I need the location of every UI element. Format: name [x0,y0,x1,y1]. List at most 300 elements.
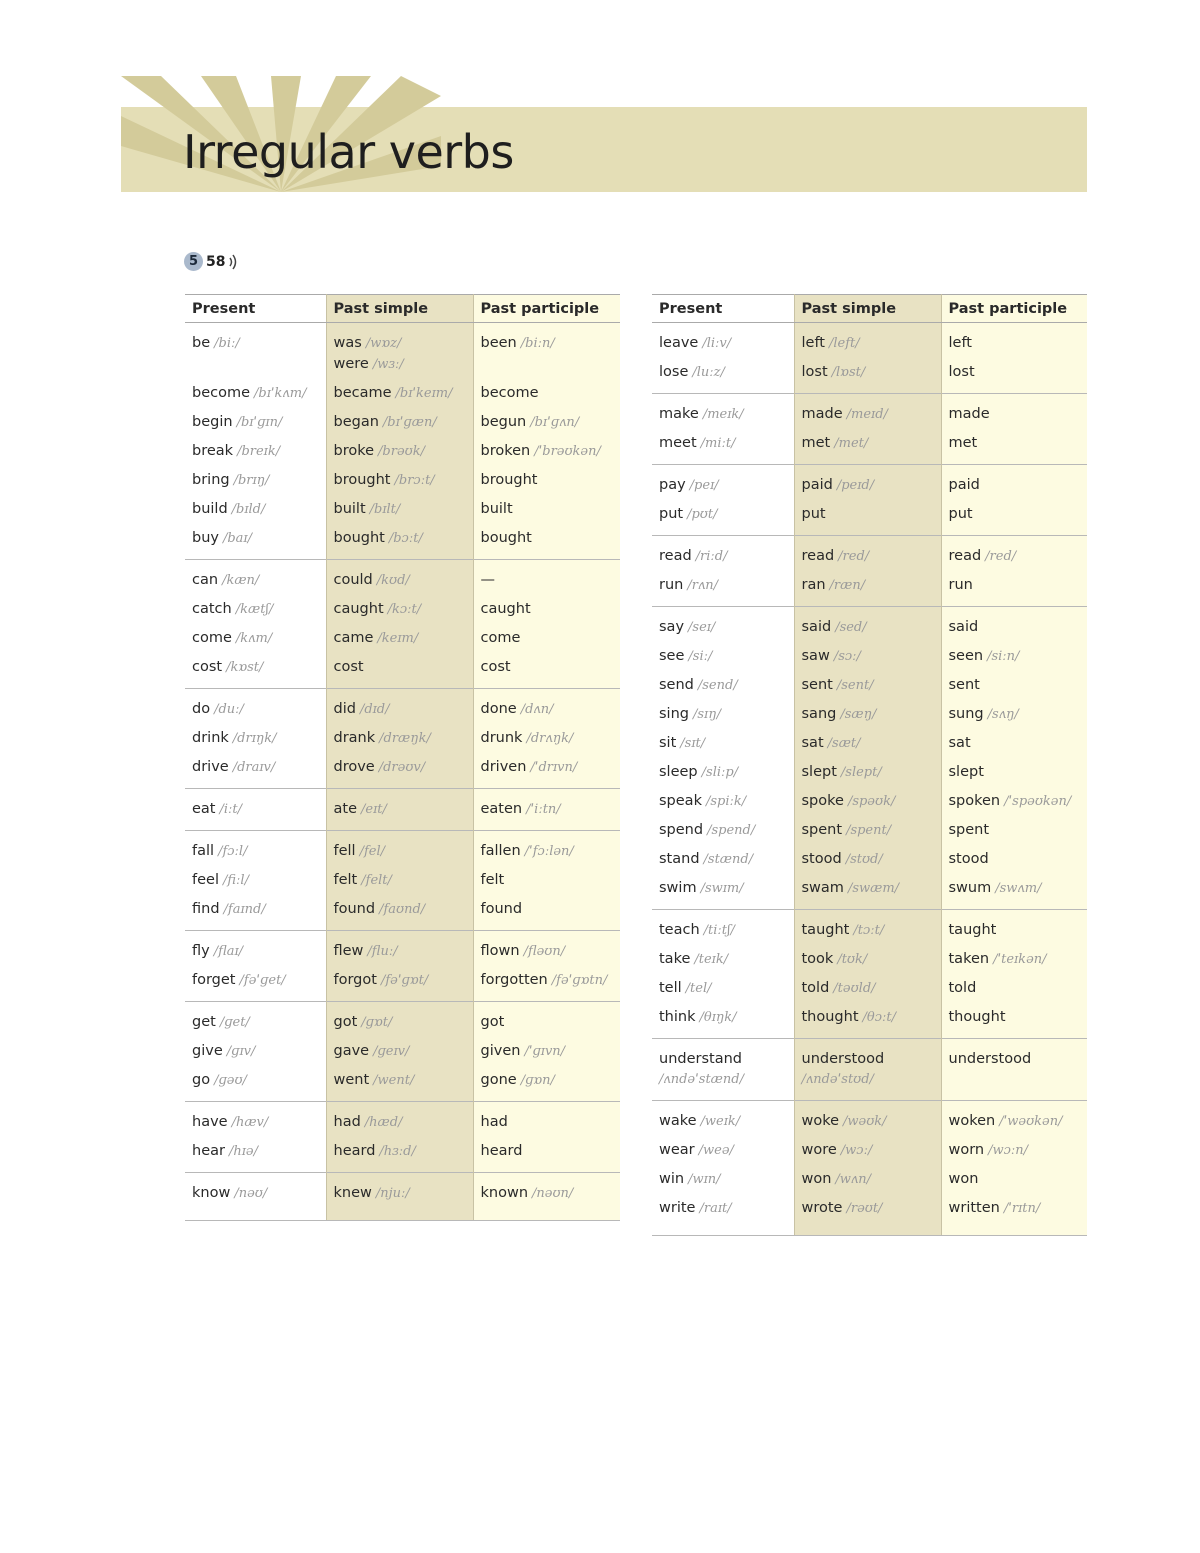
present-cell [185,895,326,931]
verb-form: ran [801,577,826,593]
verb-form: woke [801,1113,840,1129]
present-cell [185,524,326,560]
phonetic-transcription: /lɒst/ [831,365,866,380]
table-bottom-cell [185,1214,326,1221]
phonetic-transcription: /biːn/ [520,336,555,351]
past-simple-cell [794,642,941,671]
verb-form: taught [801,922,850,938]
past-participle-cell [941,758,1087,787]
phonetic-transcription: /ɡɪv/ [226,1044,256,1059]
phonetic-transcription: /duː/ [214,702,244,717]
phonetic-transcription: /ʌndəˈstʊd/ [801,1072,874,1087]
verb-form: built [333,501,366,517]
cd-number-badge: 5 [184,252,203,271]
present-cell [185,1002,326,1038]
present-cell [185,408,326,437]
verb-form: been [480,335,517,351]
verb-form: felt [480,872,505,888]
past-participle-cell [941,429,1087,465]
present-cell [185,753,326,789]
past-participle-cell [473,1002,620,1038]
phonetic-transcription: /wɪn/ [688,1172,721,1187]
phonetic-transcription: /təʊld/ [833,981,876,996]
verb-form: break [192,443,234,459]
phonetic-transcription: /fiːl/ [222,873,249,888]
verb-form: build [192,501,228,517]
past-simple-cell [326,789,473,831]
phonetic-transcription: /brɔːt/ [394,473,435,488]
past-participle-cell [473,866,620,895]
past-simple-cell [794,874,941,910]
verb-form: know [192,1185,231,1201]
verb-form: left [948,335,972,351]
verb-row [652,974,1087,1003]
past-simple-cell [326,595,473,624]
phonetic-transcription: /kʌm/ [235,631,273,646]
phonetic-transcription: /tɔːt/ [853,923,885,938]
phonetic-transcription: /sæŋ/ [840,707,877,722]
verb-form: left [801,335,825,351]
phonetic-transcription: /stænd/ [703,852,754,867]
present-cell [652,1003,794,1039]
past-simple-cell [794,465,941,501]
verb-form: sat [801,735,824,751]
verb-form: gone [480,1072,517,1088]
phonetic-transcription: /peɪd/ [836,478,875,493]
verb-row [185,1037,620,1066]
past-simple-cell [794,729,941,758]
verb-form: had [333,1114,361,1130]
past-simple-cell [794,323,941,359]
phonetic-transcription: /breɪk/ [237,444,281,459]
verb-form: become [192,385,251,401]
verb-form: said [801,619,832,635]
page-title: Irregular verbs [183,125,514,179]
verb-row [652,671,1087,700]
present-cell [185,495,326,524]
past-participle-cell [941,729,1087,758]
verb-form: came [333,630,374,646]
verb-form: worn [948,1142,985,1158]
verb-form: could [333,572,373,588]
verb-form: can [192,572,219,588]
verb-row [185,931,620,967]
phonetic-transcription: /slept/ [840,765,882,780]
irregular-verbs-table-right [652,294,1087,1236]
verb-row [185,966,620,1002]
verb-form: broke [333,443,375,459]
verb-form: give [192,1043,223,1059]
verb-form: caught [333,601,384,617]
present-cell [652,787,794,816]
phonetic-transcription: /meɪd/ [846,407,888,422]
past-participle-cell [941,816,1087,845]
past-participle-cell [473,323,620,380]
past-simple-cell [326,689,473,725]
table-bottom-cell [473,1214,620,1221]
past-simple-cell [794,816,941,845]
verb-form: see [659,648,685,664]
verb-row [652,1101,1087,1137]
present-cell [185,1037,326,1066]
verb-form: sing [659,706,689,722]
past-simple-cell [794,758,941,787]
present-cell [185,560,326,596]
verb-row [185,689,620,725]
verb-row [185,379,620,408]
phonetic-transcription: /θɪŋk/ [699,1010,737,1025]
past-simple-cell [794,500,941,536]
past-simple-cell [326,1037,473,1066]
verb-form: slept [948,764,984,780]
past-simple-cell [794,1165,941,1194]
verb-form: sent [801,677,833,693]
phonetic-transcription: /siːn/ [987,649,1020,664]
past-simple-cell [326,466,473,495]
verb-form: understood [801,1051,885,1067]
phonetic-transcription: /fɔːl/ [218,844,248,859]
audio-wave-icon [228,253,240,271]
phonetic-transcription: /pʊt/ [687,507,718,522]
verb-form: come [480,630,521,646]
past-participle-cell [473,1173,620,1215]
past-participle-cell [941,323,1087,359]
verb-form: read [948,548,982,564]
verb-form: went [333,1072,370,1088]
past-participle-cell [941,1165,1087,1194]
phonetic-transcription: /ˈteɪkən/ [993,952,1047,967]
phonetic-transcription: /weə/ [698,1143,734,1158]
present-cell [652,571,794,607]
past-participle-cell [941,1194,1087,1229]
table-bottom-rule [185,1214,620,1221]
verb-row [185,524,620,560]
phonetic-transcription: /sʌŋ/ [987,707,1019,722]
past-participle-cell [941,465,1087,501]
verb-form: stood [948,851,989,867]
verb-form: come [192,630,232,646]
verb-form: go [192,1072,211,1088]
verb-form: sung [948,706,984,722]
present-cell [185,1173,326,1215]
phonetic-transcription: /bɪˈɡʌn/ [530,415,580,430]
present-cell [652,1165,794,1194]
past-participle-cell [473,495,620,524]
audio-track-marker[interactable] [184,252,240,271]
verb-row [652,910,1087,946]
past-participle-cell [473,408,620,437]
verb-form: feel [192,872,219,888]
phonetic-transcription: /bɪlt/ [369,502,401,517]
verb-row [652,607,1087,643]
verb-form: bought [480,530,532,546]
verb-form: slept [801,764,837,780]
verb-form: eat [192,801,216,817]
phonetic-transcription: /draɪv/ [232,760,276,775]
verb-form: understood [948,1051,1032,1067]
phonetic-transcription: /ɡəʊ/ [214,1073,247,1088]
verb-form: made [948,406,990,422]
phonetic-transcription: /red/ [985,549,1017,564]
present-cell [652,1136,794,1165]
phonetic-transcription: /sɔː/ [833,649,861,664]
verb-row [185,495,620,524]
verb-form: eaten [480,801,523,817]
present-cell [652,974,794,1003]
verb-row [185,653,620,689]
past-simple-cell [326,408,473,437]
past-participle-cell [473,653,620,689]
verb-form: drive [192,759,229,775]
phonetic-transcription: /hɜːd/ [379,1144,416,1159]
verb-form: swim [659,880,697,896]
phonetic-transcription: /left/ [829,336,860,351]
present-cell [652,671,794,700]
verb-form: gave [333,1043,370,1059]
phonetic-transcription: /kæn/ [222,573,260,588]
present-cell [652,816,794,845]
verb-form: brought [480,472,538,488]
phonetic-transcription: /θɔːt/ [862,1010,897,1025]
verb-form: think [659,1009,696,1025]
verb-row [185,1173,620,1215]
verb-form: speak [659,793,702,809]
past-simple-cell [326,379,473,408]
verb-form: lost [801,364,828,380]
verb-form: read [801,548,835,564]
phonetic-transcription: /bɪˈkeɪm/ [395,386,453,401]
present-cell [652,874,794,910]
verb-row [652,358,1087,394]
verb-form: had [480,1114,508,1130]
past-simple-cell [326,831,473,867]
verb-form: tell [659,980,682,996]
phonetic-transcription: /dɪd/ [359,702,390,717]
verb-form: written [948,1200,1000,1216]
verb-form: spoken [948,793,1001,809]
verb-row [185,437,620,466]
past-simple-cell [794,536,941,572]
verb-form: cost [333,659,364,675]
phonetic-transcription: /biː/ [214,336,240,351]
phonetic-transcription: /met/ [834,436,869,451]
verb-form: paid [801,477,833,493]
past-simple-cell [326,931,473,967]
phonetic-transcription: /felt/ [361,873,392,888]
phonetic-transcription: /dræŋk/ [379,731,431,746]
phonetic-transcription: /kɔːt/ [387,602,422,617]
present-cell [185,1066,326,1102]
past-participle-cell [473,624,620,653]
verb-form: broken [480,443,531,459]
present-cell [185,966,326,1002]
verb-row [185,595,620,624]
past-simple-cell [326,524,473,560]
past-participle-cell [941,571,1087,607]
phonetic-transcription: /ˈwəʊkən/ [999,1114,1063,1129]
phonetic-transcription: /ˈiːtn/ [526,802,561,817]
verb-form: catch [192,601,232,617]
phonetic-transcription: /brəʊk/ [378,444,425,459]
present-cell [652,642,794,671]
verb-form: taken [948,951,990,967]
past-simple-cell [794,607,941,643]
past-simple-cell [326,866,473,895]
phonetic-transcription: /send/ [697,678,738,693]
verb-row [185,866,620,895]
past-simple-cell [794,1136,941,1165]
phonetic-transcription: /sliːp/ [701,765,739,780]
verb-form: told [948,980,977,996]
verb-form: cost [192,659,223,675]
present-cell [652,700,794,729]
phonetic-transcription: /bɪˈɡɪn/ [236,415,283,430]
verb-form: did [333,701,356,717]
verb-form: put [801,506,826,522]
verb-form: stood [801,851,842,867]
phonetic-transcription: /teɪk/ [694,952,729,967]
verb-form: fall [192,843,215,859]
verb-form: have [192,1114,228,1130]
phonetic-transcription: /ɡɒn/ [520,1073,555,1088]
present-cell [185,323,326,380]
past-participle-cell [941,607,1087,643]
verb-form: got [333,1014,358,1030]
verb-row [652,500,1087,536]
verb-form: hear [192,1143,225,1159]
past-participle-cell [941,700,1087,729]
verb-row [652,394,1087,430]
present-cell [185,653,326,689]
header-present: Present [185,295,326,323]
present-cell [185,466,326,495]
verb-form: found [480,901,523,917]
verb-form: spent [948,822,990,838]
phonetic-transcription: /tʊk/ [837,952,868,967]
phonetic-transcription: /bɪˈɡæn/ [382,415,437,430]
past-simple-cell [794,945,941,974]
verb-row [652,571,1087,607]
verb-form: wrote [801,1200,843,1216]
past-participle-cell [473,560,620,596]
verb-row [185,624,620,653]
verb-row [652,816,1087,845]
verb-form: felt [333,872,358,888]
verb-row [185,560,620,596]
phonetic-transcription: /hɪə/ [228,1144,258,1159]
phonetic-transcription: /bɔːt/ [388,531,423,546]
verb-form: got [480,1014,505,1030]
phonetic-transcription: /spent/ [846,823,892,838]
phonetic-transcription: /fəˈɡet/ [239,973,286,988]
phonetic-transcription: /eɪt/ [361,802,387,817]
phonetic-transcription: /ɡɒt/ [361,1015,393,1030]
present-cell [652,845,794,874]
present-cell [652,758,794,787]
past-simple-cell [794,700,941,729]
past-simple-cell [326,323,473,380]
phonetic-transcription: /seɪ/ [688,620,716,635]
phonetic-transcription: /nəʊn/ [532,1186,574,1201]
verb-form: made [801,406,843,422]
verb-row [652,1165,1087,1194]
verb-form: put [659,506,684,522]
verb-row [185,789,620,831]
verb-row [185,753,620,789]
verb-row [185,1066,620,1102]
verb-row [185,466,620,495]
header-past-participle: Past participle [473,295,620,323]
past-simple-cell [794,394,941,430]
verb-form: heard [480,1143,523,1159]
past-simple-cell [794,845,941,874]
past-participle-cell [941,642,1087,671]
past-simple-cell [326,895,473,931]
phonetic-transcription: /spiːk/ [705,794,747,809]
past-participle-cell [473,753,620,789]
phonetic-transcription: /fluː/ [367,944,398,959]
present-cell [185,866,326,895]
verb-form: pay [659,477,686,493]
phonetic-transcription: /ˈdrɪvn/ [530,760,578,775]
verb-form: won [801,1171,832,1187]
past-simple-cell [794,910,941,946]
verb-form: sent [948,677,980,693]
verb-form: built [480,501,513,517]
verb-row [185,1002,620,1038]
verb-form: bring [192,472,230,488]
present-cell [652,323,794,359]
verb-form: driven [480,759,527,775]
past-participle-cell [473,689,620,725]
verb-form: say [659,619,685,635]
past-participle-cell [473,724,620,753]
verb-form: met [801,435,831,451]
past-participle-cell [473,966,620,1002]
phonetic-transcription: /sɪt/ [680,736,706,751]
past-simple-cell [794,787,941,816]
verb-form: cost [480,659,511,675]
verb-form: won [948,1171,979,1187]
verb-row [185,408,620,437]
verb-form: be [192,335,211,351]
phonetic-transcription: /rəʊt/ [846,1201,883,1216]
verb-form: began [333,414,379,430]
header-past-simple: Past simple [326,295,473,323]
phonetic-transcription: /kɒst/ [226,660,264,675]
phonetic-transcription: /swæm/ [847,881,900,896]
verb-form: swum [948,880,992,896]
present-cell [185,1102,326,1138]
present-cell [652,607,794,643]
past-participle-cell [473,1102,620,1138]
verb-row [652,536,1087,572]
verb-form: said [948,619,979,635]
phonetic-transcription: /bɪˈkʌm/ [254,386,307,401]
phonetic-transcription: /ˈspəʊkən/ [1004,794,1072,809]
past-simple-cell [794,1194,941,1229]
phonetic-transcription: /ɡet/ [219,1015,250,1030]
verb-form: paid [948,477,980,493]
present-cell [652,500,794,536]
verb-form: drink [192,730,229,746]
past-simple-cell [326,966,473,1002]
phonetic-transcription: /wɜː/ [372,357,404,372]
present-cell [185,379,326,408]
verb-row [185,1137,620,1173]
phonetic-transcription: /fəˈɡɒtn/ [551,973,608,988]
verb-form: buy [192,530,219,546]
